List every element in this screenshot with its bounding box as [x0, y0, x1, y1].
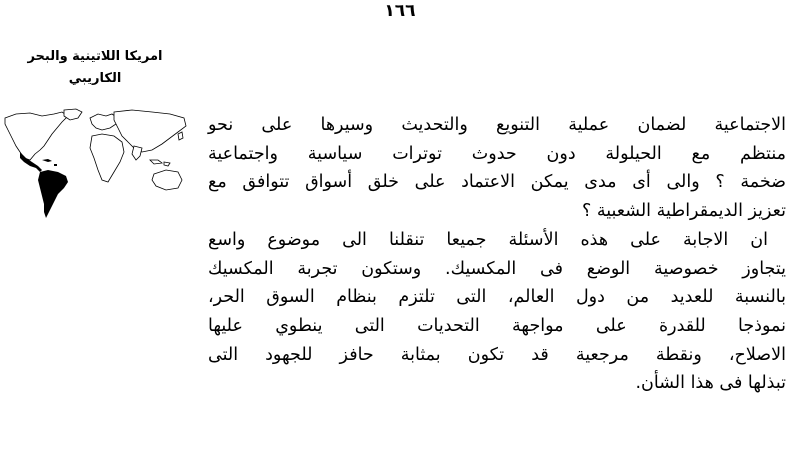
asia-outline: [114, 110, 186, 152]
world-map-icon: [2, 108, 188, 220]
north-america-outline: [5, 112, 68, 160]
south-america-highlight: [38, 170, 68, 218]
text-line: بالنسبة للعديد من دول العالم، التى تلتزم بنظام السوق الحر،: [208, 287, 786, 308]
region-title-line-2: الكاريبي: [68, 71, 122, 86]
greenland-outline: [64, 109, 82, 120]
main-article-text: [208, 111, 786, 398]
japan-outline: [178, 132, 183, 140]
text-line: منتظم مع الحيلولة دون حدوث توترات سياسية واجتماعية: [208, 143, 786, 164]
indonesia-outline: [150, 160, 170, 166]
australia-outline: [152, 170, 182, 190]
text-line: ضخمة ؟ والى أى مدى يمكن الاعتماد على خلق أسواق تتوافق مع: [208, 172, 786, 193]
text-line: ان الاجابة على هذه الأسئلة جميعا تنقلنا الى موضوع واسع: [208, 229, 768, 250]
page-number: ١٦٦: [384, 1, 416, 21]
text-line: الاصلاح، ونقطة مرجعية قد تكون بمثابة حافز للجهود التى: [208, 344, 786, 365]
text-line: نموذجا للقدرة على مواجهة التحديات التى ينطوي عليها: [208, 315, 786, 336]
india-outline: [132, 146, 142, 160]
text-line: تعزيز الديمقراطية الشعبية ؟: [582, 201, 786, 222]
africa-outline: [90, 134, 124, 182]
region-sidebar: [0, 46, 190, 226]
text-line: يتجاوز خصوصية الوضع فى المكسيك. وستكون تجربة المكسيك: [208, 258, 786, 279]
region-title-line-1: امريكا اللاتينية والبحر: [27, 49, 163, 64]
text-line: الاجتماعية لضمان عملية التنويع والتحديث وسيرها على نحو: [208, 115, 786, 135]
paragraph-1: [208, 111, 786, 226]
paragraph-2: [208, 226, 786, 398]
text-line: تبذلها فى هذا الشأن.: [635, 373, 786, 394]
caribbean-islands: [42, 159, 57, 166]
